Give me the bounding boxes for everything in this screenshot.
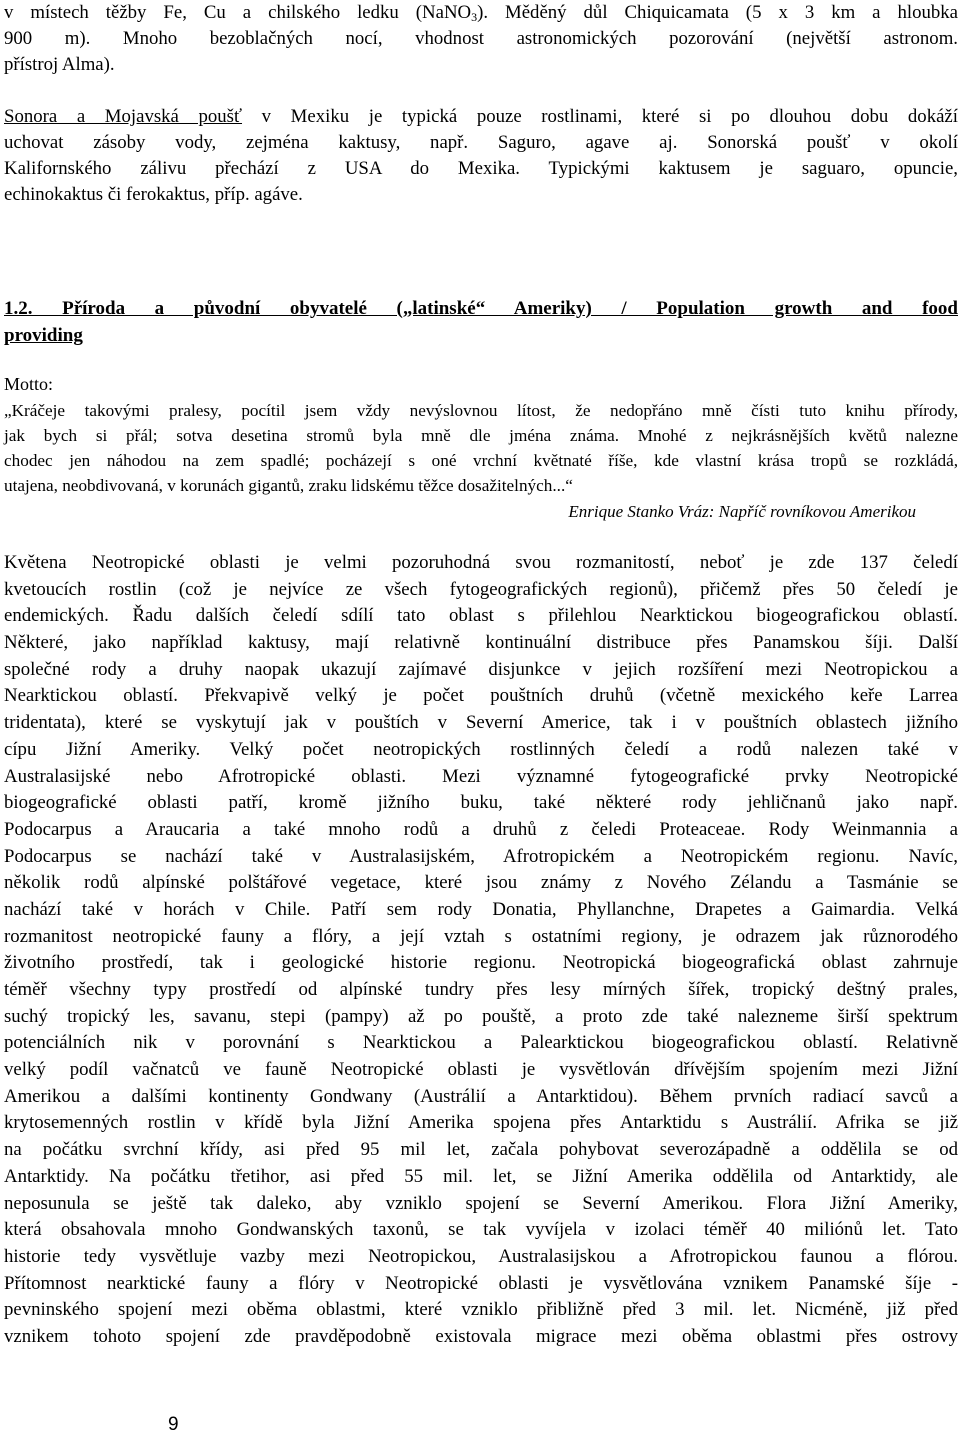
- body-line: Květena Neotropické oblasti je velmi pozoruhodná svou rozmanitostí, neboť je zde 137 čeledí: [4, 552, 958, 573]
- body-line: Amerikou a dalšími kontinenty Gondwany (Austrálií a Antarktidou). Během prvních radiací savců a: [4, 1085, 958, 1107]
- section-heading: [4, 295, 958, 349]
- underlined-term: Sonora a Mojavská poušť: [4, 106, 243, 127]
- quote-line: chodec jen náhodou na zem spadlé; pocházejí s oné vrchní květnaté říše, kde vlastní krása tropů se rozkládá,: [4, 451, 958, 470]
- text-line: v místech těžby Fe, Cu a chilského ledku (NaNO$_3$). Měděný důl Chiquicamata (5 x 3 km a hloubka: [4, 2, 959, 24]
- body-line: vznikem tohoto spojení zde pravděpodobně existovala migrace mezi oběma oblastmi přes ostrovy: [4, 1325, 958, 1347]
- body-line: cípu Jižní Ameriky. Velký počet neotropických rostlinných čeledí a rodů nalezen také v: [4, 738, 958, 760]
- body-line: suchý tropický les, savanu, stepi (pampy) až po pouště, a proto zde také nalezneme širší spektrum: [4, 1005, 958, 1027]
- subscript: 3: [471, 10, 478, 24]
- page-number: 9: [168, 1414, 179, 1435]
- body-line: která obsahovala mnoho Gondwanských taxonů, se tak vyvíjela v izolaci téměř 40 miliónů let. Tato: [4, 1219, 958, 1241]
- body-line: Některé, jako například kaktusy, mají relativně kontinuální distribuce přes Panamskou šíji. Další: [4, 632, 958, 654]
- body-line: neposunula se ještě tak daleko, aby vzniklo spojení se Severní Amerikou. Flora Jižní Ameriky,: [4, 1192, 958, 1214]
- body-line: Podocarpus a Araucaria a také mnoho rodů a druhů z čeledi Proteaceae. Rody Weinmannia a: [4, 818, 958, 840]
- body-line: historie tedy vysvětluje vazby mezi Neotropickou, Australasijskou a Afrotropickou faunou a flórou.: [4, 1245, 958, 1267]
- text-line: přístroj Alma).: [4, 54, 115, 75]
- motto-label: Motto:: [4, 374, 54, 394]
- body-line: endemických. Řadu dalších čeledí sdílí tato oblast s přilehlou Nearktickou biogeografickou oblastí.: [4, 605, 958, 627]
- body-line: na počátku svrchní křídy, asi před 95 mil let, začala pohybovat severozápadně a oddělila se od: [4, 1139, 958, 1161]
- heading-line: providing: [4, 325, 83, 346]
- body-line: Podocarpus se nachází také v Australasijském, Afrotropickém a Neotropickém regionu. Navíc,: [4, 845, 958, 867]
- body-line: potenciálních nik v porovnání s Nearktickou a Palearktickou biogeografickou oblastí. Relativně: [4, 1032, 958, 1054]
- text-line: echinokaktus či ferokaktus, příp. agáve.: [4, 184, 303, 205]
- intro-text: [4, 0, 958, 208]
- body-line: krytosemenných rostlin v křídě byla Jižní Amerika spojena přes Antarktidu s Austrálií. Afrika se již: [4, 1112, 958, 1134]
- body-line: biogeografické oblasti patří, kromě jižního buku, také některé rody jehličnanů jako např.: [4, 792, 958, 814]
- body-line: rozmanitost neotropické fauny a flóry, a její vztah s ostatními regiony, je odrazem jak různorodého: [4, 925, 958, 947]
- body-line: pevninského spojení mezi oběma oblastmi, které vzniklo přibližně před 3 mil. let. Nicméně, již před: [4, 1299, 958, 1321]
- body-line: Australasijské nebo Afrotropické oblasti. Mezi významné fytogeografické prvky Neotropické: [4, 765, 958, 787]
- body-line: Antarktidy. Na počátku třetihor, asi před 55 mil. let, se Jižní Amerika oddělila od Antarktidy, ale: [4, 1165, 958, 1187]
- heading-line: 1.2. Příroda a původní obyvatelé („latinské“ Ameriky) / Population growth and food: [4, 298, 958, 319]
- body-paragraph: [4, 550, 958, 1351]
- body-line: velký podíl vačnatců ve fauně Neotropické oblasti je vysvětlován dřívějším spojením mezi Jižní: [4, 1059, 958, 1081]
- quote-attribution: Enrique Stanko Vráz: Napříč rovníkovou Amerikou: [568, 502, 916, 521]
- text-line: uchovat zásoby vody, zejména kaktusy, např. Saguro, agave aj. Sonorská poušť v okolí: [4, 132, 958, 153]
- text-line: 900 m). Mnoho bezoblačných nocí, vhodnost astronomických pozorování (největší astronom.: [4, 28, 958, 49]
- body-line: životního prostředí, tak i geologické historie regionu. Neotropická biogeografická oblast zahrnuje: [4, 952, 958, 974]
- quote-line: „Kráčeje takovými pralesy, pocítil jsem vždy nevýslovnou lítost, že nedopřáno mně čísti tuto knihu přírody,: [4, 401, 958, 420]
- motto-quote: [4, 398, 958, 498]
- quote-line: jak bych si přál; sotva desetina stromů byla mně dle jména známa. Mnohé z nejkrásnějších květů nalezne: [4, 426, 958, 445]
- text-line: Kalifornského zálivu přechází z USA do Mexika. Typickými kaktusem je saguaro, opuncie,: [4, 158, 958, 179]
- body-line: několik rodů alpínské polštářové vegetace, které jsou známy z Nového Zélandu a Tasmánie se: [4, 872, 958, 894]
- body-line: tridentata), které se vyskytují jak v pouštích v Severní Americe, tak i v pouštních oblastech jižního: [4, 712, 958, 734]
- quote-line: utajena, neobdivovaná, v korunách gigantů, zraku lidskému těžce dosažitelných...“: [4, 476, 573, 495]
- body-line: Přítomnost nearktické fauny a flóry v Neotropické oblasti je vysvětlována vznikem Panamské šíje -: [4, 1272, 958, 1294]
- body-line: společné rody a druhy naopak ukazují zajímavé disjunkce v jejich rozšíření mezi Neotropickou a: [4, 658, 958, 680]
- blank-line: [4, 78, 958, 104]
- body-line: kvetoucích rostlin (což je nejvíce ze všech fytogeografických regionů), přičemž přes 50 čeledí je: [4, 578, 958, 600]
- body-line: nachází také v horách v Chile. Patří sem rody Donatia, Phyllanchne, Drapetes a Gaimardia. Velká: [4, 898, 958, 920]
- body-line: téměř všechny typy prostředí od alpínské tundry přes lesy mírných šířek, tropický deštný prales,: [4, 979, 958, 1000]
- text-line: Sonora a Mojavská poušť v Mexiku je typická pouze rostlinami, které si po dlouhou dobu dokáží: [4, 106, 958, 127]
- body-line: Nearktickou oblastí. Překvapivě velký je počet pouštních druhů (včetně mexického keře Larrea: [4, 685, 958, 707]
